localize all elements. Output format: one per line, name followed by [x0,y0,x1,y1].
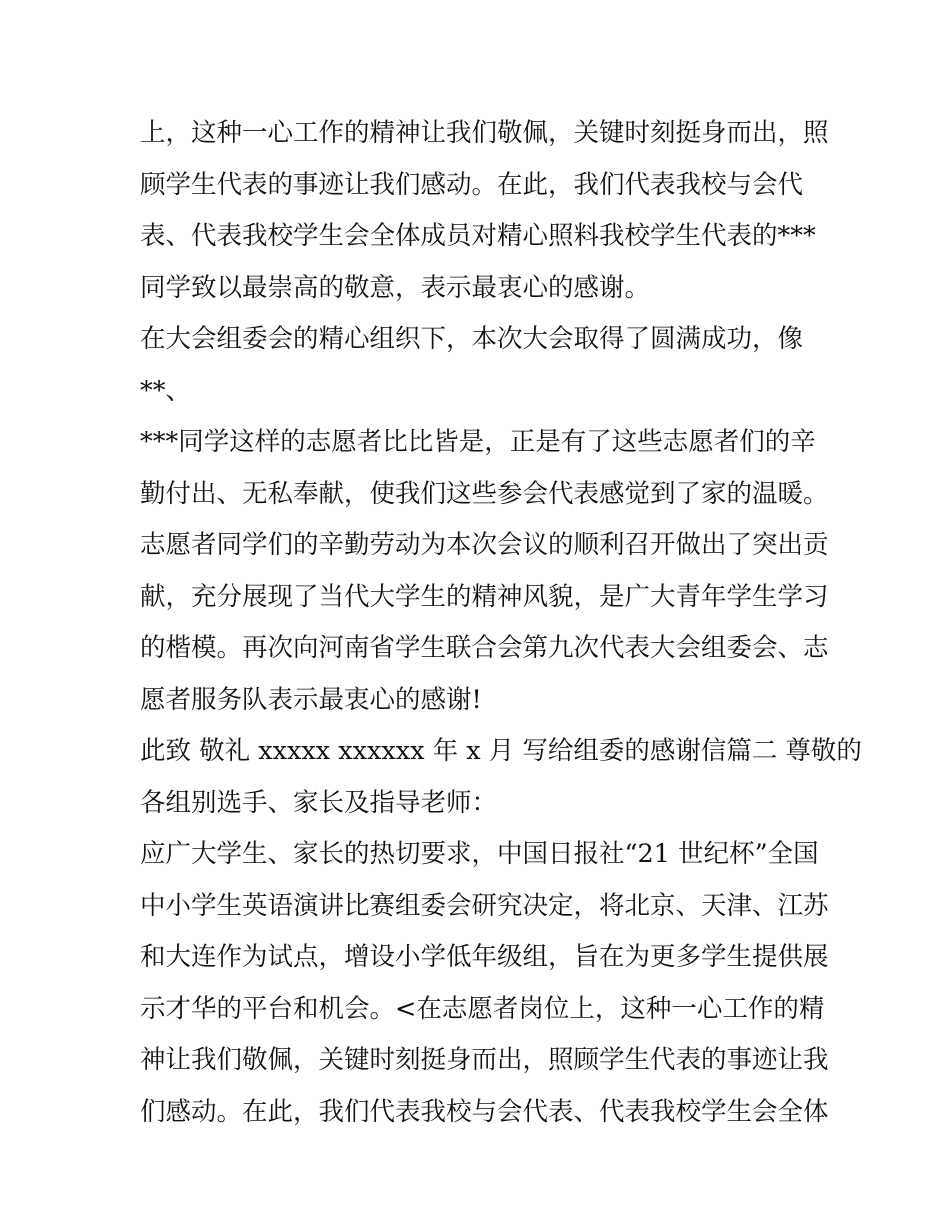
text-line: 的楷模。再次向河南省学生联合会第九次代表大会组委会、志 [140,633,829,663]
text-line: 中小学生英语演讲比赛组委会研究决定，将北京、天津、江苏 [140,890,829,921]
text-line: 此致 敬礼 xxxxx xxxxxx 年 x 月 写给组委的感谢信篇二 尊敬的 [140,736,862,766]
text-line: 应广大学生、家长的热切要求，中国日报社“21 世纪杯”全国 [140,839,819,869]
text-line: 和大连作为试点，增设小学低年级组，旨在为更多学生提供展 [140,942,829,972]
text-line: 愿者服务队表示最衷心的感谢! [140,684,482,715]
text-line: 在大会组委会的精心组织下，本次大会取得了圆满成功，像 [140,324,804,354]
text-line: 各组别选手、家长及指导老师： [140,787,498,818]
text-line: 们感动。在此，我们代表我校与会代表、代表我校学生会全体 [140,1096,829,1127]
text-line: 表、代表我校学生会全体成员对精心照料我校学生代表的*** [140,221,816,251]
text-line: **、 [140,375,192,406]
text-line: 献，充分展现了当代大学生的精神风貌，是广大青年学生学习 [140,581,829,612]
text-line: 上，这种一心工作的精神让我们敬佩，关键时刻挺身而出，照 [140,118,829,148]
document-body [140,108,862,1138]
text-line: ***同学这样的志愿者比比皆是，正是有了这些志愿者们的辛 [140,427,816,457]
text-line: 同学致以最崇高的敬意，表示最衷心的感谢。 [140,272,651,303]
text-line: 勤付出、无私奉献，使我们这些参会代表感觉到了家的温暖。 [140,478,829,509]
text-line: 示才华的平台和机会。<在志愿者岗位上，这种一心工作的精 [140,993,825,1024]
text-line: 顾学生代表的事迹让我们感动。在此，我们代表我校与会代 [140,169,804,200]
text-line: 神让我们敬佩，关键时刻挺身而出，照顾学生代表的事迹让我 [140,1045,829,1075]
text-line: 志愿者同学们的辛勤劳动为本次会议的顺利召开做出了突出贡 [140,530,829,560]
